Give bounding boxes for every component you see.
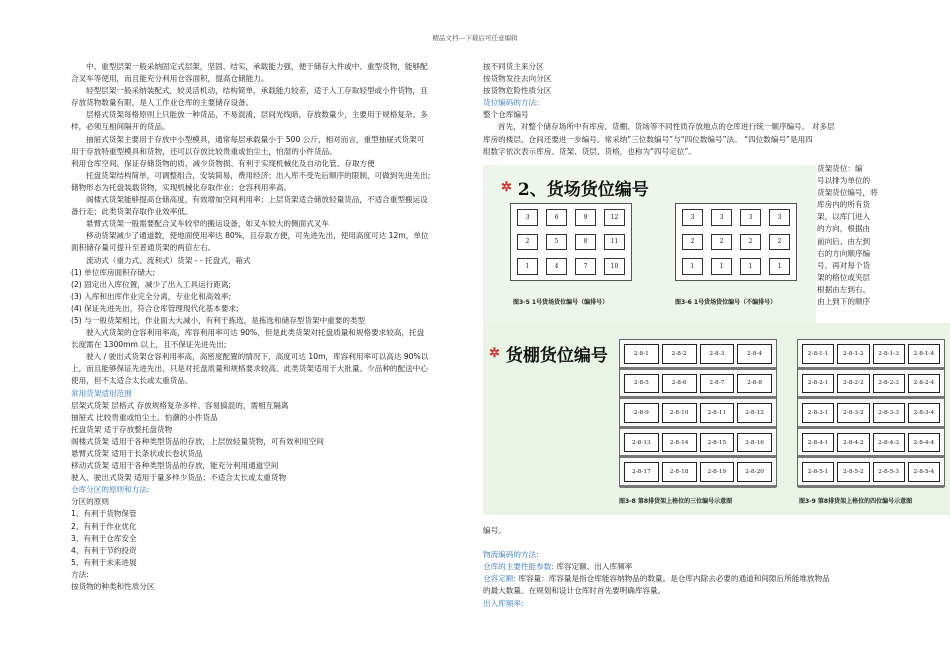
caption-3-6: 图3-6 1号货场货位编号（不编排号） bbox=[675, 299, 777, 306]
text-line: 4、有利于节约投资 bbox=[71, 545, 137, 555]
grid-cell: 11 bbox=[604, 234, 625, 251]
shelf-slot: 2-8-17 bbox=[624, 462, 659, 482]
yard-grid-unnumbered bbox=[675, 203, 797, 281]
yard-grid-numbered bbox=[510, 203, 632, 281]
figures bbox=[483, 165, 950, 515]
side-text-line: 右的方向顺序编 bbox=[817, 248, 871, 258]
shelf-slot: 2-8-8 bbox=[737, 374, 772, 394]
text-line: 驶入式货架的仓容利用率高，库容利用率可达 90%，但是此类货架对托盘质量和规格要求较高，托盘 bbox=[86, 328, 425, 338]
text-line: 托盘货架结构简单，可调整组合，安装简易，费用经济；出入库不受先后顺序的限制，可做到先进先出; bbox=[86, 170, 431, 180]
shelf-slot: 2-8-5-4 bbox=[908, 462, 940, 482]
text-line: 移动式货架 适用于各种类型货品的存放，能充分利用通道空间 bbox=[71, 461, 279, 471]
text-line: 抽屉式 比较贵重或怕尘土、怕潮的小件货品 bbox=[71, 412, 218, 422]
shelf-slot: 2-8-5-1 bbox=[802, 462, 834, 482]
shelf-slot: 2-8-15 bbox=[700, 433, 735, 453]
grid-cell: 2 bbox=[769, 234, 790, 251]
shelf-slot: 2-8-4 bbox=[737, 344, 772, 364]
shelf-slot: 2-8-3 bbox=[700, 344, 735, 364]
side-text-line: 号以排为单位的 bbox=[817, 176, 871, 186]
text-line: 层格式货架每格原则上只能放一种货品，不易混淆，层间光线暗，存放数量少，主要用于规格复杂、多 bbox=[86, 110, 428, 120]
text-line: 常用货架适用范围 bbox=[71, 388, 132, 398]
text-line: 轻型层架一般采纳装配式，较灵活机动，结构简单，承载能力较差，适于人工存取轻型或小件货物，且 bbox=[86, 86, 428, 96]
shelf-slot: 2-8-3-2 bbox=[837, 403, 869, 423]
grid-cell: 9 bbox=[575, 209, 596, 226]
text-line: 长度需在 1300mm 以上，且不保证先进先出; bbox=[71, 340, 227, 350]
grid-cell: 3 bbox=[711, 209, 732, 226]
shelf-slot: 2-8-4-1 bbox=[802, 433, 834, 453]
shelf-slot: 2-8-5-2 bbox=[837, 462, 869, 482]
shelf-slot: 2-8-11 bbox=[700, 403, 735, 423]
shelf-three-digit bbox=[619, 339, 777, 487]
right-column-top bbox=[483, 61, 883, 158]
grid-cell: 1 bbox=[769, 258, 790, 275]
side-text-line: 货架货位：编 bbox=[817, 164, 863, 173]
shelf-slot: 2-8-13 bbox=[624, 433, 659, 453]
figure-shed-title-text: 货棚货位编号 bbox=[505, 346, 608, 366]
side-text-line: 由上到下的顺序 bbox=[817, 297, 871, 307]
text-line: 驶入、驶出式货架 适用于量多样少货品；不适合太长或太重货物 bbox=[71, 473, 287, 483]
right-column-bottom bbox=[483, 525, 883, 610]
text-line: 按货物危险性质分区 bbox=[483, 86, 552, 96]
text-line: 面积储存量可提升至普通货架的两倍左右。 bbox=[71, 243, 216, 253]
shelf-slot: 2-8-3-3 bbox=[873, 403, 905, 423]
grid-cell: 2 bbox=[517, 234, 538, 251]
text-line: 使用，但不太适合太长或太重货品。 bbox=[71, 376, 193, 386]
shelf-slot: 2-8-5-3 bbox=[873, 462, 905, 482]
shelf-level bbox=[620, 340, 776, 370]
shelf-slot: 2-8-14 bbox=[662, 433, 697, 453]
text-line: 样，必须互相间隔开的货品。 bbox=[71, 122, 170, 132]
text-line: (5) 与一般货架相比，作业面大大减小，有利于拣选，是拣选和储存型货架中重要的类型 bbox=[71, 315, 366, 325]
text-line: 悬臂式货架 适用于长条状或长卷状货品 bbox=[71, 449, 203, 458]
text-line: 仓容定额: 库容量：库容量是指仓库能容纳物品的数量。是仓库内除去必要的通道和间隙后所能堆放物品 bbox=[483, 574, 830, 584]
text-line: 按货物发往去向分区 bbox=[483, 74, 552, 84]
grid-cell: 1 bbox=[517, 258, 538, 275]
caption-3-8: 图3-8 第8排货架上格位的三位编号示意图 bbox=[619, 498, 733, 505]
shelf-slot: 2-8-20 bbox=[737, 462, 772, 482]
text-line: 按货物的种类和性质分区 bbox=[71, 582, 155, 592]
page-header: 精品文档---下载后可任意编辑 bbox=[432, 34, 518, 42]
figure-yard-title bbox=[501, 175, 649, 200]
text-line: 2、有利于作业优化 bbox=[71, 521, 137, 531]
shelf-slot: 2-8-2-2 bbox=[837, 374, 869, 394]
text-line: (2) 固定出入库位置，减少了出入工具运行距离; bbox=[71, 279, 232, 289]
grid-cell: 1 bbox=[711, 258, 732, 275]
text-line: 层架式货架 层格式 存放规格复杂多样、容易搞混的，需相互隔离 bbox=[71, 400, 289, 410]
grid-cell: 6 bbox=[546, 209, 567, 226]
star-icon: ✲ bbox=[489, 346, 500, 361]
text-line: 移动货架减少了通道数，使地面使用率达 80%，且存取方便，可先进先出，使用高度可达 12m，单位 bbox=[86, 231, 429, 241]
grid-cell: 2 bbox=[740, 234, 761, 251]
text-line: 上，而且能够保证先进先出，只是对托盘质量和规格要求较高。此类货架适用于大批量、少品种的配送中心 bbox=[71, 364, 428, 374]
text-line: 备行走；此类货架存取作业效率低。 bbox=[71, 207, 193, 217]
caption-3-9: 图3-9 第8排货架上格位的四位编号示意图 bbox=[799, 498, 913, 505]
shelf-slot: 2-8-2-3 bbox=[873, 374, 905, 394]
grid-cell: 7 bbox=[575, 258, 596, 275]
shelf-slot: 2-8-3-4 bbox=[908, 403, 940, 423]
text-line: 驶入 / 驶出式货架仓容利用率高，高密度配置的情况下，高度可达 10m，库容利用率可以高达 90%以 bbox=[86, 352, 429, 362]
text-line: 方法: bbox=[71, 569, 89, 579]
side-text-line: 架，以库门进入 bbox=[817, 212, 871, 222]
shelf-slot: 2-8-18 bbox=[662, 462, 697, 482]
text-line: 用于存放特重型模具和货物，还可以存放比较贵重或怕尘土，怕湿的小件货品。 bbox=[71, 146, 337, 156]
grid-cell: 2 bbox=[682, 234, 703, 251]
text-line: 存放货物数量有限，是人工作业仓库的主要储存设备。 bbox=[71, 98, 254, 108]
shelf-level bbox=[798, 370, 944, 400]
shelf-slot: 2-8-1 bbox=[624, 344, 659, 364]
shelf-level bbox=[620, 429, 776, 459]
shelf-slot: 2-8-4-3 bbox=[873, 433, 905, 453]
grid-cell: 3 bbox=[517, 209, 538, 226]
text-line: 5、有利于未来进展 bbox=[71, 557, 137, 567]
shelf-level bbox=[798, 399, 944, 429]
text-line: 利用仓库空间、保证存储货物的质、减少货物损、有利于实现机械化及自动化管、存取方便 bbox=[71, 158, 375, 168]
side-text-line: 货架货位编号，将 bbox=[817, 188, 878, 198]
text-line: 合叉车等使用，而且能充分利用仓容面积，提高仓储能力。 bbox=[71, 74, 269, 84]
shelf-slot: 2-8-2-1 bbox=[802, 374, 834, 394]
text-line: 按不同货主来分区 bbox=[483, 62, 544, 71]
shelf-slot: 2-8-10 bbox=[662, 403, 697, 423]
grid-cell: 5 bbox=[546, 234, 567, 251]
shelf-level bbox=[798, 429, 944, 459]
shelf-level bbox=[798, 340, 944, 370]
grid-cell: 12 bbox=[604, 209, 625, 226]
text-line: 库房的楼层、仓间还要进一步编号。常采纳“三位数编号”与“四位数编号”法。 “四位数编号”是用四 bbox=[483, 134, 813, 144]
side-text-line: 前向后、由左到 bbox=[817, 236, 871, 246]
shelf-level bbox=[620, 370, 776, 400]
text-line: 3、有利于仓库安全 bbox=[71, 533, 137, 543]
shelf-slot: 2-8-2-4 bbox=[908, 374, 940, 394]
text-line: (3) 入库和出库作业完全分离，专业化和高效率; bbox=[71, 291, 232, 301]
shelf-slot: 2-8-1-3 bbox=[873, 344, 905, 364]
text-line: 阁楼式货架能够提高仓储高度，有效增加空间利用率；上层货架适合储放轻量货品，不适合重型搬运设 bbox=[86, 195, 428, 205]
text-line: 组数字依次表示库房、货架、货层、货格，也称为“四号定位”。 bbox=[483, 146, 696, 156]
shelf-level bbox=[620, 458, 776, 488]
text-line: 分区的原则 bbox=[71, 497, 109, 507]
grid-cell: 2 bbox=[711, 234, 732, 251]
text-line: 仓库的主要性能参数: 库容定额、出入库频率 bbox=[483, 562, 633, 572]
caption-3-5: 图3-5 1号货场货位编号（编排号） bbox=[513, 299, 609, 306]
grid-cell: 4 bbox=[546, 258, 567, 275]
text-line: 仓库分区的原则和方法: bbox=[71, 485, 150, 495]
shelf-four-digit bbox=[797, 339, 945, 487]
grid-cell: 1 bbox=[740, 258, 761, 275]
shelf-level bbox=[798, 458, 944, 488]
side-text-line: 库房内的所有货 bbox=[817, 200, 871, 210]
text-line: 的最大数量。在规划和设计仓库时首先要明确库容量。 bbox=[483, 586, 666, 596]
shelf-slot: 2-8-1-2 bbox=[837, 344, 869, 364]
text-line: 中、重型层架一般采纳固定式层架，坚固、结实，承载能力强，便于储存大件或中、重型货物，能够配 bbox=[86, 62, 428, 71]
shelf-slot: 2-8-16 bbox=[737, 433, 772, 453]
text-line: 首先，对整个储存场所中有库房、货棚、货场等不同性质存放地点的仓库进行统一顺序编号。 对多层 bbox=[498, 122, 835, 132]
shelf-level bbox=[620, 399, 776, 429]
text-line: 储物形态为托盘装载货物，实现机械化存取作业；仓容利用率高。 bbox=[71, 182, 292, 192]
shelf-slot: 2-8-3-1 bbox=[802, 403, 834, 423]
shelf-slot: 2-8-4-2 bbox=[837, 433, 869, 453]
text-line: 托盘货架 适于存放整托盘货物 bbox=[71, 424, 173, 434]
text-line bbox=[483, 537, 883, 549]
shelf-slot: 2-8-5 bbox=[624, 374, 659, 394]
shelf-slot: 2-8-2 bbox=[662, 344, 697, 364]
text-line: 抽屉式货架主要用于存放中小型模具，通常每层承载量小于 500 公斤，相对而言，重型抽屉式货架可 bbox=[86, 134, 425, 144]
shelf-slot: 2-8-1-4 bbox=[908, 344, 940, 364]
shelf-slot: 2-8-6 bbox=[662, 374, 697, 394]
grid-cell: 10 bbox=[604, 258, 625, 275]
left-column bbox=[71, 61, 473, 593]
text-line: (1) 单位库房面积存储大; bbox=[71, 267, 156, 277]
text-line: 阁楼式货架 适用于各种类型货品的存放，上层放轻量货物，可有效利用空间 bbox=[71, 436, 325, 446]
text-line: 整个仓库编号 bbox=[483, 110, 529, 120]
text-line: 物流编码的方法: bbox=[483, 550, 539, 560]
shelf-slot: 2-8-12 bbox=[737, 403, 772, 423]
text-line: 流动式（重力式、流利式）货架 - - 托盘式，箱式 bbox=[86, 255, 251, 265]
text-line: 编号。 bbox=[483, 526, 506, 535]
side-text-line: 架的格位或夹层 bbox=[817, 272, 871, 282]
text-line: 1、有利于货物保管 bbox=[71, 509, 137, 519]
shelf-slot: 2-8-9 bbox=[624, 403, 659, 423]
star-icon: ✲ bbox=[501, 180, 512, 195]
figure-yard-title-text: 2、货场货位编号 bbox=[517, 180, 649, 200]
text-line: (4) 保证先进先出，符合仓库管理现代化基本要求; bbox=[71, 303, 239, 313]
shelf-slot: 2-8-4-4 bbox=[908, 433, 940, 453]
shelf-slot: 2-8-1-1 bbox=[802, 344, 834, 364]
text-line: 出入库频率: bbox=[483, 598, 524, 608]
side-text-line: 的方向，根据由 bbox=[817, 224, 871, 234]
side-text-line: 号，再对每个货 bbox=[817, 260, 871, 270]
grid-cell: 3 bbox=[682, 209, 703, 226]
grid-cell: 3 bbox=[740, 209, 761, 226]
side-text-line: 根据由左到右、 bbox=[817, 284, 871, 294]
grid-cell: 1 bbox=[682, 258, 703, 275]
shelf-slot: 2-8-7 bbox=[700, 374, 735, 394]
text-line: 货位编码的方法: bbox=[483, 98, 539, 108]
text-line: 悬臂式货架一般需要配合叉车较窄的搬运设备，如叉车较大的侧面式叉车 bbox=[86, 219, 329, 229]
shelf-slot: 2-8-19 bbox=[700, 462, 735, 482]
figure-shed-title bbox=[489, 341, 608, 366]
grid-cell: 3 bbox=[769, 209, 790, 226]
grid-cell: 8 bbox=[575, 234, 596, 251]
